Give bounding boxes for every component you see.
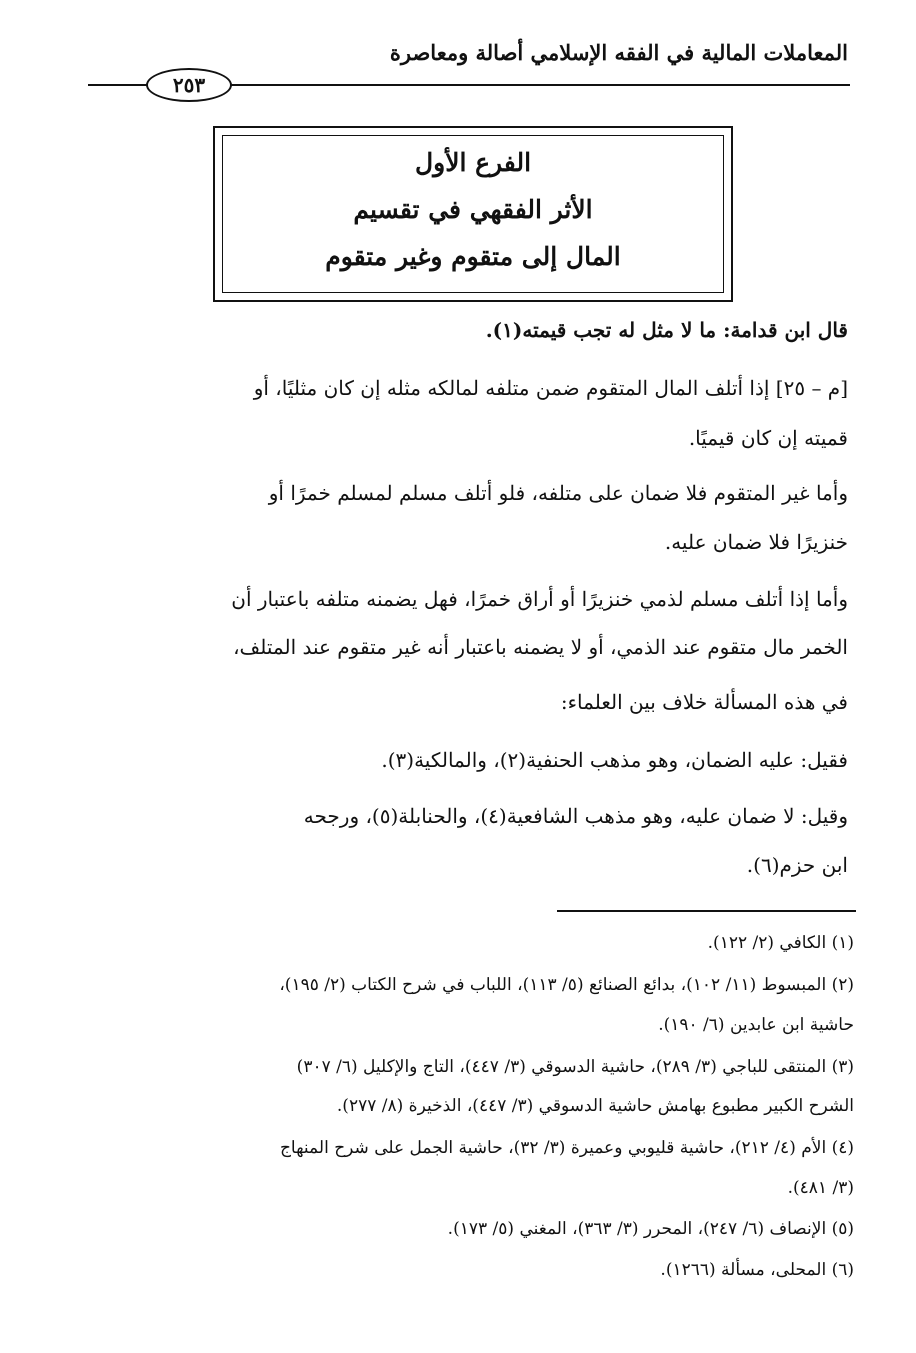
- paragraph-1-text: قال ابن قدامة: ما لا مثل له تجب قيمته(١).: [485, 318, 848, 342]
- section-title-frame: [213, 126, 733, 302]
- paragraph-2-line-2: قميته إن كان قيميًا.: [688, 426, 848, 450]
- footnote-4-line-1: (٤) الأم (٤/ ٢١٢)، حاشية قليوبي وعميرة (٣/ ٣٢)، حاشية الجمل على شرح المنهاج: [279, 1138, 854, 1158]
- running-header-title: المعاملات المالية في الفقه الإسلامي أصالة ومعاصرة: [389, 40, 848, 65]
- paragraph-4-line-2: الخمر مال متقوم عند الذمي، أو لا يضمنه باعتبار أنه غير متقوم عند المتلف،: [233, 635, 848, 659]
- footnote-6: (٦) المحلى، مسألة (١٢٦٦).: [660, 1260, 854, 1280]
- page-number: ٢٥٣: [146, 68, 232, 102]
- footnote-3-line-1: (٣) المنتقى للباجي (٣/ ٢٨٩)، حاشية الدسوقي (٣/ ٤٤٧)، التاج والإكليل (٦/ ٣٠٧): [296, 1057, 854, 1077]
- footnote-1: (١) الكافي (٢/ ١٢٢).: [707, 933, 854, 953]
- paragraph-3-line-1: وأما غير المتقوم فلا ضمان على متلفه، فلو أتلف مسلم لمسلم خمرًا أو: [268, 481, 848, 505]
- paragraph-3-line-2: خنزيرًا فلا ضمان عليه.: [664, 530, 848, 554]
- paragraph-6: فقيل: عليه الضمان، وهو مذهب الحنفية(٢)، والمالكية(٣).: [381, 748, 848, 772]
- paragraph-7-line-1: وقيل: لا ضمان عليه، وهو مذهب الشافعية(٤)، والحنابلة(٥)، ورجحه: [303, 804, 848, 828]
- footnote-separator: [557, 910, 856, 912]
- section-title-line-2: الأثر الفقهي في تقسيم: [353, 195, 593, 224]
- section-title-line-3: المال إلى متقوم وغير متقوم: [325, 242, 621, 271]
- footnote-4-line-2: (٣/ ٤٨١).: [787, 1178, 854, 1198]
- section-title-line-1: الفرع الأول: [414, 148, 532, 177]
- footnote-5: (٥) الإنصاف (٦/ ٢٤٧)، المحرر (٣/ ٣٦٣)، المغني (٥/ ١٧٣).: [447, 1219, 854, 1239]
- paragraph-2-line-1: [م – ٢٥] إذا أتلف المال المتقوم ضمن متلفه لمالكه مثله إن كان مثليًا، أو: [253, 376, 848, 400]
- paragraph-7-line-2: ابن حزم(٦).: [746, 853, 848, 877]
- section-title-inner-frame: [222, 135, 724, 293]
- footnote-2-line-1: (٢) المبسوط (١١/ ١٠٢)، بدائع الصنائع (٥/ ١١٣)، اللباب في شرح الكتاب (٢/ ١٩٥)،: [279, 975, 854, 995]
- footnote-2-line-2: حاشية ابن عابدين (٦/ ١٩٠).: [658, 1015, 854, 1035]
- footnote-3-line-2: الشرح الكبير مطبوع بهامش حاشية الدسوقي (٣/ ٤٤٧)، الذخيرة (٨/ ٢٧٧).: [336, 1096, 854, 1116]
- paragraph-5: في هذه المسألة خلاف بين العلماء:: [560, 690, 848, 714]
- paragraph-ibn-qudama: [58, 320, 848, 340]
- paragraph-4-line-1: وأما إذا أتلف مسلم لذمي خنزيرًا أو أراق خمرًا، فهل يضمنه متلفه باعتبار أن: [231, 587, 848, 611]
